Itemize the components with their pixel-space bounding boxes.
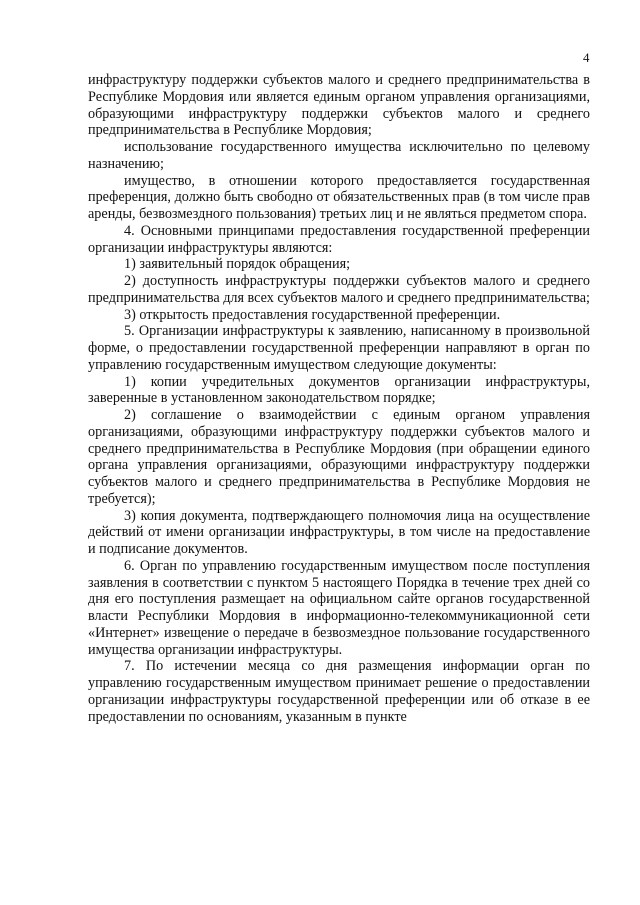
paragraph-section-5: 5. Организации инфраструктуры к заявлению, написанному в произвольной форме, о предоставлении государственной преференции направляют в орган по управлению государственным имуществом следующие документы:: [88, 323, 590, 373]
paragraph-condition-target-use: использование государственного имущества исключительно по целевому назначению;: [88, 139, 590, 172]
paragraph-continuation: инфраструктуру поддержки субъектов малого и среднего предпринимательства в Республике Мордовия или является единым органом управления организациями, образующими инфраструктуру поддержки субъектов малого и среднего предпринимательства в Республике Мордовия;: [88, 72, 590, 139]
paragraph-document-1: 1) копии учредительных документов организации инфраструктуры, заверенные в установленном законодательством порядке;: [88, 373, 590, 407]
paragraph-principle-1: 1) заявительный порядок обращения;: [124, 256, 351, 273]
paragraph-section-7: 7. По истечении месяца со дня размещения информации орган по управлению государственным имуществом принимает решение о предоставлении организации инфраструктуры государственной преференции или об отказе в ее предоставлении по основаниям, указанным в пункте: [88, 658, 590, 725]
page-number: 4: [583, 50, 590, 65]
paragraph-principle-2: 2) доступность инфраструктуры поддержки субъектов малого и среднего предпринимательства для всех субъектов малого и среднего предпринимательства;: [88, 273, 590, 306]
paragraph-document-3: 3) копия документа, подтверждающего полномочия лица на осуществление действий от имени организации инфраструктуры, в том числе на предоставление и подписание документов.: [88, 507, 590, 557]
paragraph-document-2: 2) соглашение о взаимодействии с единым органом управления организациями, образующими инфраструктуру поддержки субъектов малого и среднего предпринимательства в Республике Мордовия (при обращении единого органа управления организациями, образующими инфраструктуру поддержки субъектов малого и среднего предпринимательства в Республике Мордовия не требуется);: [88, 407, 590, 507]
paragraph-principle-3: 3) открытость предоставления государственной преференции.: [124, 306, 501, 323]
paragraph-condition-free-of-rights: имущество, в отношении которого предоставляется государственная преференция, должно быть свободно от обязательственных прав (в том числе прав аренды, безвозмездного пользования) третьих лиц и не являться предметом спора.: [88, 172, 590, 222]
paragraph-section-4: 4. Основными принципами предоставления государственной преференции организации инфраструктуры являются:: [88, 222, 590, 256]
document-body: [88, 72, 590, 725]
paragraph-section-6: 6. Орган по управлению государственным имуществом после поступления заявления в соответствии с пунктом 5 настоящего Порядка в течение трех дней со дня его поступления размещает на официальном сайте органов государственной власти Республики Мордовия в информационно-телекоммуникационной сети «Интернет» извещение о передаче в безвозмездное пользование государственного имущества организации инфраструктуры.: [88, 557, 590, 658]
